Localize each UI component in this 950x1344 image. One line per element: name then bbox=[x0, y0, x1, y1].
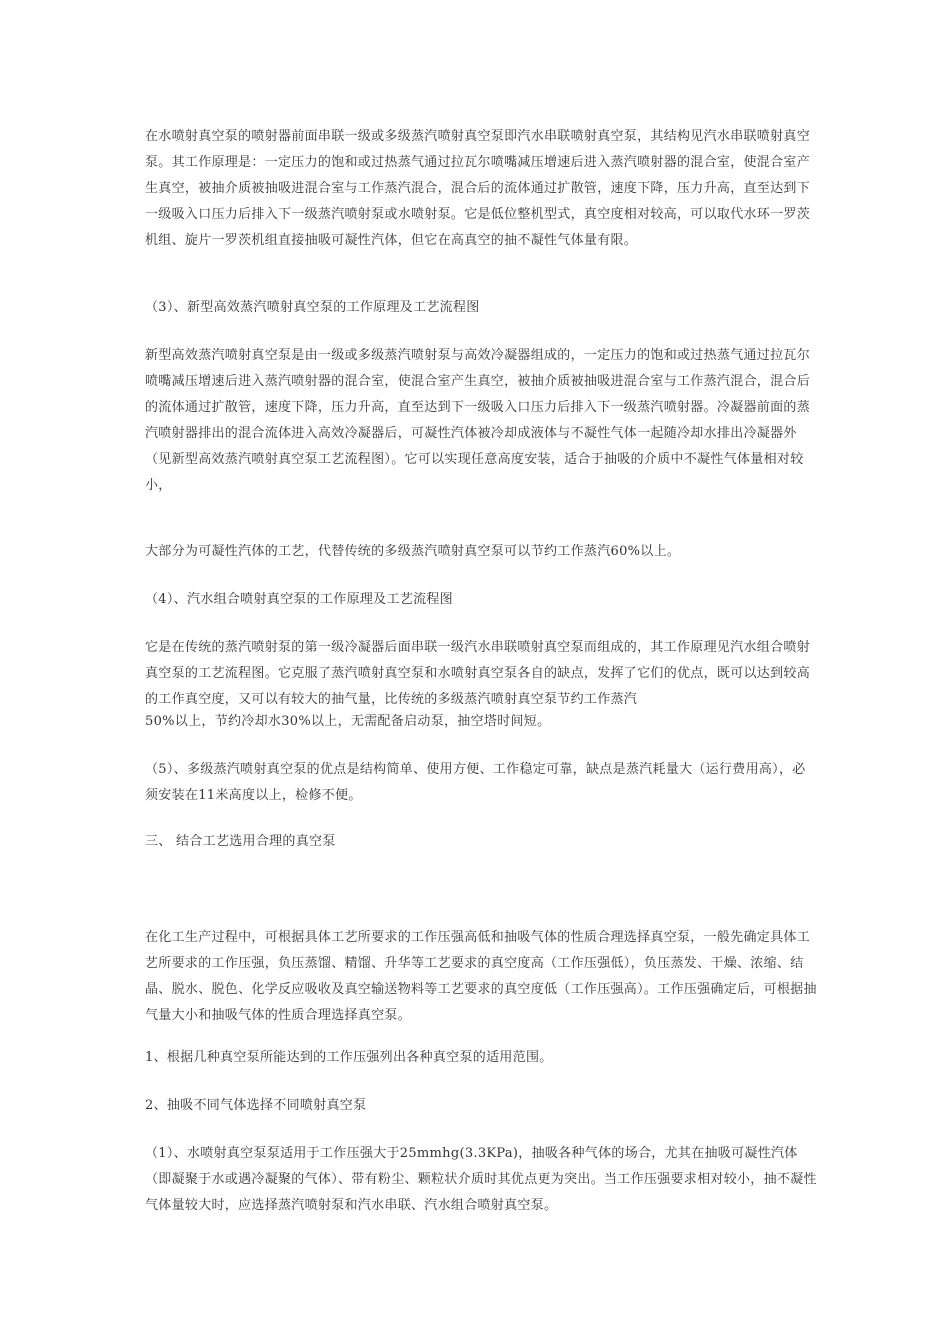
heading-section-three: 三、 结合工艺选用合理的真空泵 bbox=[145, 834, 336, 849]
paragraph-selection-principle: 在化工生产过程中，可根据具体工艺所要求的工作压强高低和抽吸气体的性质合理选择真空泵，一般先确定具体工艺所要求的工作压强，负压蒸馏、精馏、升华等工艺要求的真空度高（工作压强低），负压蒸发、干燥、浓缩、结晶、脱水、脱色、化学反应吸收及真空输送物料等工艺要求的真空度低（工作压强高）。工作压强确定后，可根据抽气量大小和抽吸气体的性质合理选择真空泵。 bbox=[145, 930, 817, 1023]
paragraph-water-jet-pump: （1）、水喷射真空泵泵适用于工作压强大于25mmhg(3.3KPa)，抽吸各种气体的场合，尤其在抽吸可凝性汽体（即凝聚于水或遇冷凝聚的气体）、带有粉尘、颗粒状介质时其优点更为突出。当工作压强要求相对较小，抽不凝性气体量较大时，应选择蒸汽喷射泵和汽水串联、汽水组合喷射真空泵。 bbox=[145, 1146, 817, 1213]
paragraph-combined-pump: 它是在传统的蒸汽喷射泵的第一级冷凝器后面串联一级汽水串联喷射真空泵而组成的，其工作原理见汽水组合喷射真空泵的工艺流程图。它克服了蒸汽喷射真空泵和水喷射真空泵各自的缺点，发挥了它们的优点，既可以达到较高的工作真空度，又可以有较大的抽气量，比传统的多级蒸汽喷射真空泵节约工作蒸汽 bbox=[145, 640, 811, 707]
heading-new-efficient-pump: （3）、新型高效蒸汽喷射真空泵的工作原理及工艺流程图 bbox=[145, 300, 480, 315]
paragraph-condensable-gas-process: 大部分为可凝性汽体的工艺，代替传统的多级蒸汽喷射真空泵可以节约工作蒸汽60%以上。 bbox=[145, 544, 681, 559]
paragraph-combined-pump-savings: 50%以上，节约冷却水30%以上，无需配备启动泵，抽空塔时间短。 bbox=[145, 714, 551, 729]
list-item-2: 2、抽吸不同气体选择不同喷射真空泵 bbox=[145, 1098, 367, 1113]
list-item-1: 1、根据几种真空泵所能达到的工作压强列出各种真空泵的适用范围。 bbox=[145, 1050, 553, 1065]
paragraph-multistage-pump: （5）、多级蒸汽喷射真空泵的优点是结构简单、使用方便、工作稳定可靠，缺点是蒸汽耗量大（运行费用高），必须安装在11米高度以上，检修不便。 bbox=[145, 762, 806, 803]
paragraph-steam-water-series-pump: 在水喷射真空泵的喷射器前面串联一级或多级蒸汽喷射真空泵即汽水串联喷射真空泵，其结构见汽水串联喷射真空泵。其工作原理是：一定压力的饱和或过热蒸气通过拉瓦尔喷嘴减压增速后进入蒸汽喷射器的混合室，使混合室产生真空，被抽介质被抽吸进混合室与工作蒸汽混合，混合后的流体通过扩散管，速度下降，压力升高，直至达到下一级吸入口压力后排入下一级蒸汽喷射泵或水喷射泵。它是低位整机型式，真空度相对较高，可以取代水环一罗茨机组、旋片一罗茨机组直接抽吸可凝性汽体，但它在高真空的抽不凝性气体量有限。 bbox=[145, 129, 811, 248]
heading-combined-pump: （4）、汽水组合喷射真空泵的工作原理及工艺流程图 bbox=[145, 592, 453, 607]
paragraph-new-efficient-pump: 新型高效蒸汽喷射真空泵是由一级或多级蒸汽喷射泵与高效冷凝器组成的，一定压力的饱和或过热蒸气通过拉瓦尔喷嘴减压增速后进入蒸汽喷射器的混合室，使混合室产生真空，被抽介质被抽吸进混合室与工作蒸汽混合，混合后的流体通过扩散管，速度下降，压力升高，直至达到下一级吸入口压力后排入下一级蒸汽喷射器。冷凝器前面的蒸汽喷射器排出的混合流体进入高效冷凝器后，可凝性汽体被冷却成液体与不凝性气体一起随冷却水排出冷凝器外（见新型高效蒸汽喷射真空泵工艺流程图）。它可以实现任意高度安装，适合于抽吸的介质中不凝性气体量相对较小， bbox=[145, 348, 811, 493]
